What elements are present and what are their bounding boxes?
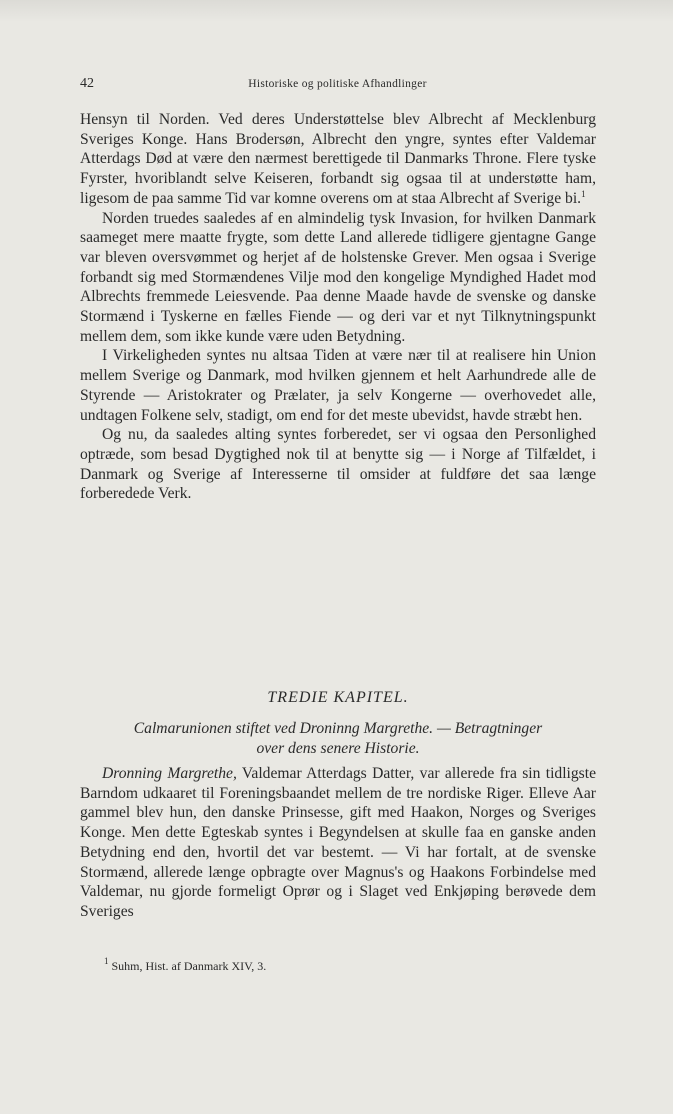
footnote [104, 956, 267, 974]
paragraph [80, 764, 596, 922]
paragraph-text: Valdemar Atterdags Datter, var allerede fra sin tidligste Barndom udkaaret til Foreningsbaandet mellem de tre nordiske Riger. Elleve Aar gammel blev hun, den danske Prinsesse, gift med Haakon, Norges og Sveriges Konge. Men dette Egteskab syntes i Begyndelsen at skulle faa en ganske anden Betydning end den, hvortil det var bestemt. — Vi har fortalt, at de svenske Stormænd, allerede længe opbragte over Magnus's og Haakons Forbindelse med Valdemar, nu gjorde formeligt Oprør og i Slaget ved Enkjøping berøvede dem Sveriges [80, 765, 596, 920]
chapter-text [80, 764, 596, 922]
paragraph: Og nu, da saaledes alting syntes forberedet, ser vi ogsaa den Personlighed optræde, som besad Dygtighed nok til at benytte sig — i Norge af Tilfældet, i Danmark og Sverige af Interesserne til omsider at fuldføre det saa længe forberedede Verk. [80, 426, 596, 503]
chapter-subtitle-line: over dens senere Historie. [256, 739, 420, 757]
chapter-heading [80, 687, 596, 758]
running-head: Historiske og politiske Afhandlinger [248, 78, 427, 90]
chapter-title: TREDIE KAPITEL. [267, 689, 409, 706]
page-edge [0, 0, 673, 22]
lead-name: Dronning Margrethe, [102, 765, 237, 782]
chapter-subtitle-line: Calmarunionen stiftet ved Droninng Margrethe. — Betragtninger [133, 720, 543, 737]
chapter-subtitle [80, 719, 596, 758]
footnote-text: Suhm, Hist. af Danmark XIV, 3. [108, 959, 267, 973]
paragraph [80, 110, 596, 209]
footnote-marker: 1 [104, 956, 109, 966]
page-header [80, 76, 595, 96]
paragraph-text: Hensyn til Norden. Ved deres Understøttelse blev Albrecht af Mecklenburg Sveriges Konge. Hans Brodersøn, Albrecht den yngre, syntes efter Valdemar Atterdags Død at være den nærmest berettigede til Danmarks Throne. Flere tyske Fyrster, hvoriblandt selve Keiseren, forbandt sig ogsaa til at understøtte ham, ligesom de paa samme Tid var komne overens om at staa Albrecht af Sverige bi. [80, 111, 596, 207]
footnote-ref: 1 [581, 188, 586, 199]
main-text [80, 110, 596, 504]
paragraph: Norden truedes saaledes af en almindelig tysk Invasion, for hvilken Danmark saameget mere maatte frygte, som dette Land allerede tidligere gjentagne Gange var bleven oversvømmet og herjet af de holstenske Grever. Men ogsaa i Sverige forbandt sig med Stormændenes Vilje mod den kongelige Myndighed Hadet mod Albrechts fremmede Leiesvende. Paa denne Maade havde de svenske og danske Stormænd i Tyskerne en fælles Fiende — og deri var et nyt Tilknytningspunkt mellem dem, som ikke kunde være uden Betydning. [80, 209, 596, 345]
page-number: 42 [80, 76, 94, 91]
paragraph: I Virkeligheden syntes nu altsaa Tiden at være nær til at realisere hin Union mellem Sverige og Danmark, mod hvilken gjennem et helt Aarhundrede alle de Styrende — Aristokrater og Prælater, ja selv Kongerne — overhovedet alle, undtagen Folkene selv, stadigt, om end for det meste ubevidst, havde stræbt hen. [80, 347, 596, 424]
